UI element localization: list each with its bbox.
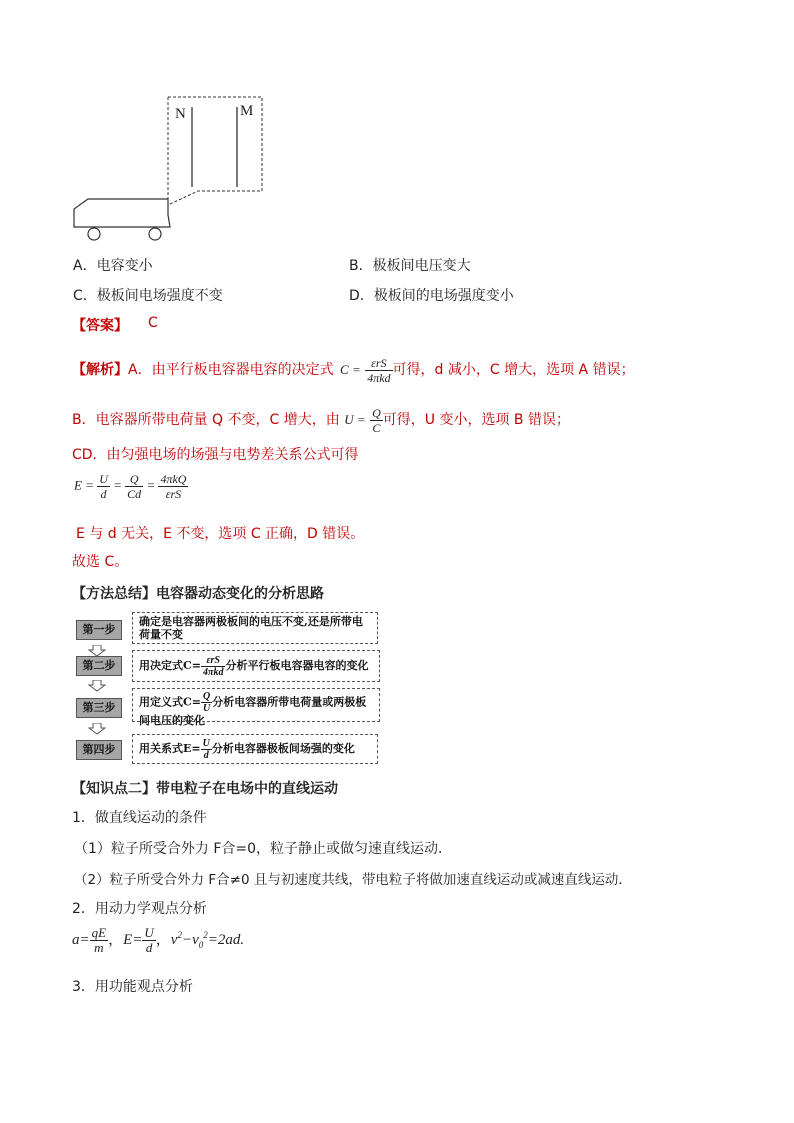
option-a: A．电容变小 bbox=[73, 258, 153, 274]
arrow-down-icon bbox=[88, 680, 106, 692]
analysis-line-2 bbox=[72, 398, 570, 442]
arrow-down-icon bbox=[88, 723, 106, 735]
car-body bbox=[74, 199, 170, 227]
method-title: 【方法总结】电容器动态变化的分析思路 bbox=[72, 586, 324, 602]
step-2-label: 第二步 bbox=[76, 656, 122, 676]
knowledge-item-3: 3．用功能观点分析 bbox=[72, 979, 193, 995]
capacitance-fraction: $\frac{\text{εrS}}{\text{4πkd}}$ bbox=[367, 355, 391, 385]
label-n: N bbox=[175, 106, 186, 122]
answer-label: 【答案】 bbox=[72, 318, 128, 334]
step-2-box: 用决定式C= $\frac{\text{εrS}}{\text{4πkd}}$ 分析平行板电容器电容的变化 bbox=[132, 650, 380, 682]
step-3-box: 用定义式C= $\frac{Q}{U}$ 分析电容器所带电荷量或两极板间电压的变化 bbox=[132, 688, 380, 722]
analysis-line-1-prefix: A．由平行板电容器电容的决定式 bbox=[128, 362, 334, 378]
step-4-box: 用关系式E= $\frac{U}{d}$ 分析电容器极板间场强的变化 bbox=[132, 734, 378, 764]
voltage-formula: U = bbox=[344, 412, 366, 427]
analysis-line-1-suffix: 可得，d 减小，C 增大，选项 A 错误； bbox=[392, 362, 635, 378]
knowledge-item-1: 1．做直线运动的条件 bbox=[72, 810, 207, 826]
analysis-line-6: 故选 C。 bbox=[72, 554, 129, 570]
analysis-line-2-suffix: 可得，U 变小，选项 B 错误； bbox=[382, 412, 570, 428]
step-3-label: 第三步 bbox=[76, 698, 122, 718]
car-wheel-front bbox=[88, 228, 100, 240]
knowledge-item-1a: （1）粒子所受合外力 F合=0，粒子静止或做匀速直线运动． bbox=[74, 841, 453, 857]
step-1-label: 第一步 bbox=[76, 620, 122, 640]
analysis-line-2-prefix: B．电容器所带电荷量 Q 不变，C 增大，由 bbox=[72, 412, 340, 428]
step-4-label: 第四步 bbox=[76, 740, 122, 760]
label-m: M bbox=[240, 103, 254, 119]
car-wheel-rear bbox=[149, 228, 161, 240]
kinematics-formula: a= $\frac{qE}{m}$ ，E= $\frac{U}{d}$ ，$v^2-v_0^2=2ad$. bbox=[72, 925, 245, 955]
option-b: B．极板间电压变大 bbox=[349, 258, 471, 274]
knowledge-item-1b: （2）粒子所受合外力 F合≠0 且与初速度共线，带电粒子将做加速直线运动或减速直线运动． bbox=[74, 872, 632, 888]
capacitance-formula: C = bbox=[340, 362, 361, 377]
option-c: C．极板间电场强度不变 bbox=[73, 288, 223, 304]
knowledge-item-2: 2．用动力学观点分析 bbox=[72, 901, 207, 917]
voltage-fraction: $\frac{Q}{C}$ bbox=[372, 405, 381, 435]
analysis-line-5: E 与 d 无关，E 不变，选项 C 正确，D 错误。 bbox=[76, 526, 365, 542]
option-d: D．极板间的电场强度变小 bbox=[349, 288, 514, 304]
analysis-line-1 bbox=[72, 348, 635, 392]
answer-value: C bbox=[148, 315, 158, 331]
field-strength-formula: E = $\frac{U}{d}$ = $\frac{Q}{Cd}$ = $\frac{\text{4πkQ}}{\text{εrS}}$ bbox=[74, 472, 187, 501]
step-1-box: 确定是电容器两极板间的电压不变,还是所带电荷量不变 bbox=[132, 612, 378, 644]
analysis-line-3: CD．由匀强电场的场强与电势差关系公式可得 bbox=[72, 447, 359, 463]
knowledge-title: 【知识点二】带电粒子在电场中的直线运动 bbox=[72, 781, 338, 797]
analysis-label: 【解析】 bbox=[72, 362, 128, 378]
